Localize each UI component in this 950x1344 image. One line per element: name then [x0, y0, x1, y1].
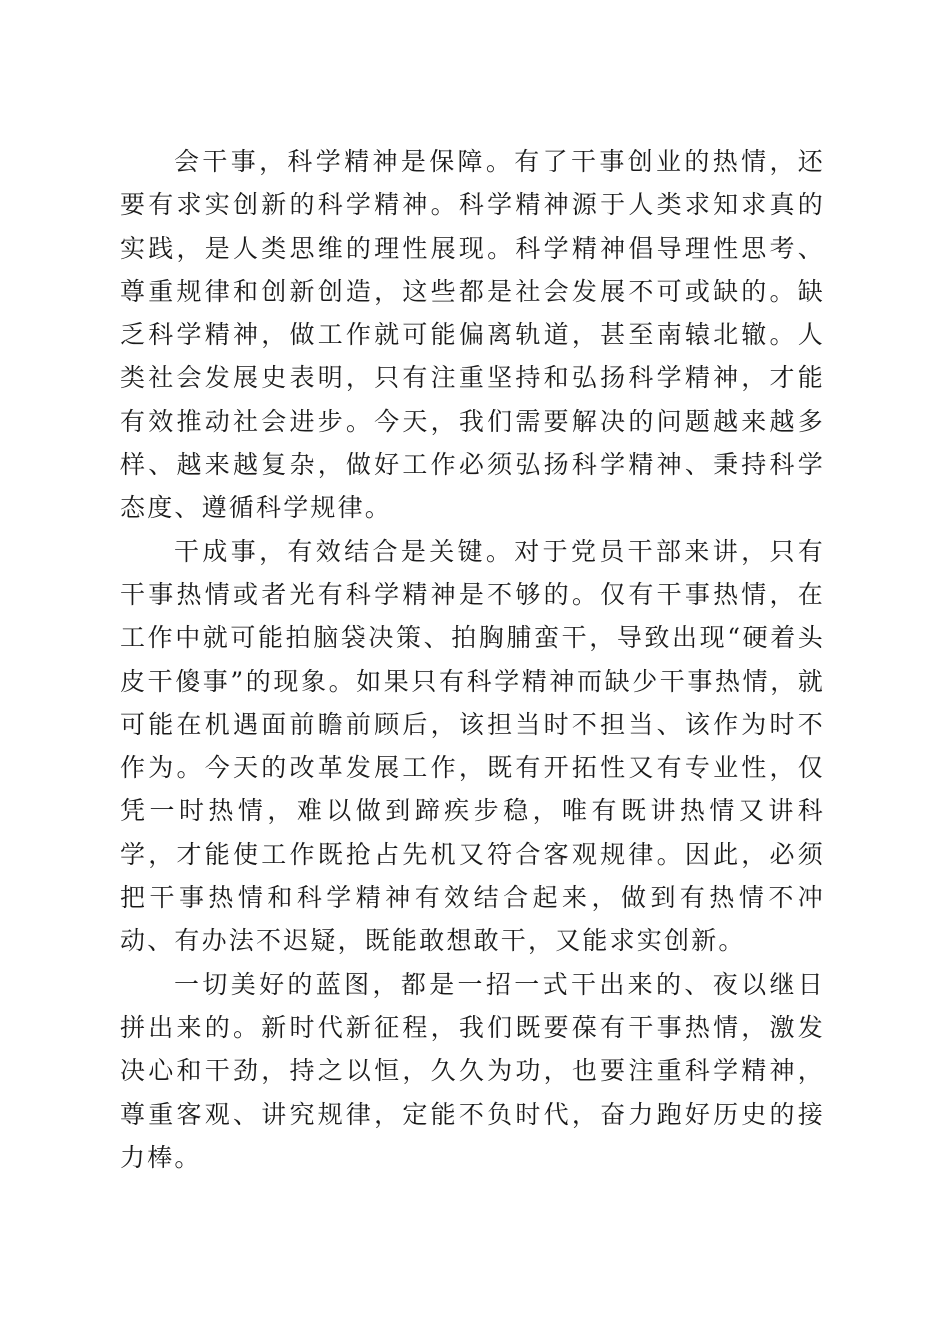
paragraph-effective-combination: 干成事，有效结合是关键。对于党员干部来讲，只有干事热情或者光有科学精神是不够的。仅有干事热情，在工作中就可能拍脑袋决策、拍胸脯蛮干，导致出现“硬着头皮干傻事”的现象。如果只有科学精神而缺少干事热情，就可能在机遇面前瞻前顾后，该担当时不担当、该作为时不作为。今天的改革发展工作，既有开拓性又有专业性，仅凭一时热情，难以做到蹄疾步稳，唯有既讲热情又讲科学，才能使工作既抢占先机又符合客观规律。因此，必须把干事热情和科学精神有效结合起来，做到有热情不冲动、有办法不迟疑，既能敢想敢干，又能求实创新。: [120, 536, 825, 956]
paragraph-science-spirit: 会干事，科学精神是保障。有了干事创业的热情，还要有求实创新的科学精神。科学精神源于人类求知求真的实践，是人类思维的理性展现。科学精神倡导理性思考、尊重规律和创新创造，这些都是社会发展不可或缺的。缺乏科学精神，做工作就可能偏离轨道，甚至南辕北辙。人类社会发展史表明，只有注重坚持和弘扬科学精神，才能有效推动社会进步。今天，我们需要解决的问题越来越多样、越来越复杂，做好工作必须弘扬科学精神、秉持科学态度、遵循科学规律。: [120, 147, 825, 523]
document-body: [120, 140, 825, 1179]
paragraph-conclusion: 一切美好的蓝图，都是一招一式干出来的、夜以继日拼出来的。新时代新征程，我们既要葆有干事热情，激发决心和干劲，持之以恒，久久为功，也要注重科学精神，尊重客观、讲究规律，定能不负时代，奋力跑好历史的接力棒。: [120, 969, 825, 1172]
